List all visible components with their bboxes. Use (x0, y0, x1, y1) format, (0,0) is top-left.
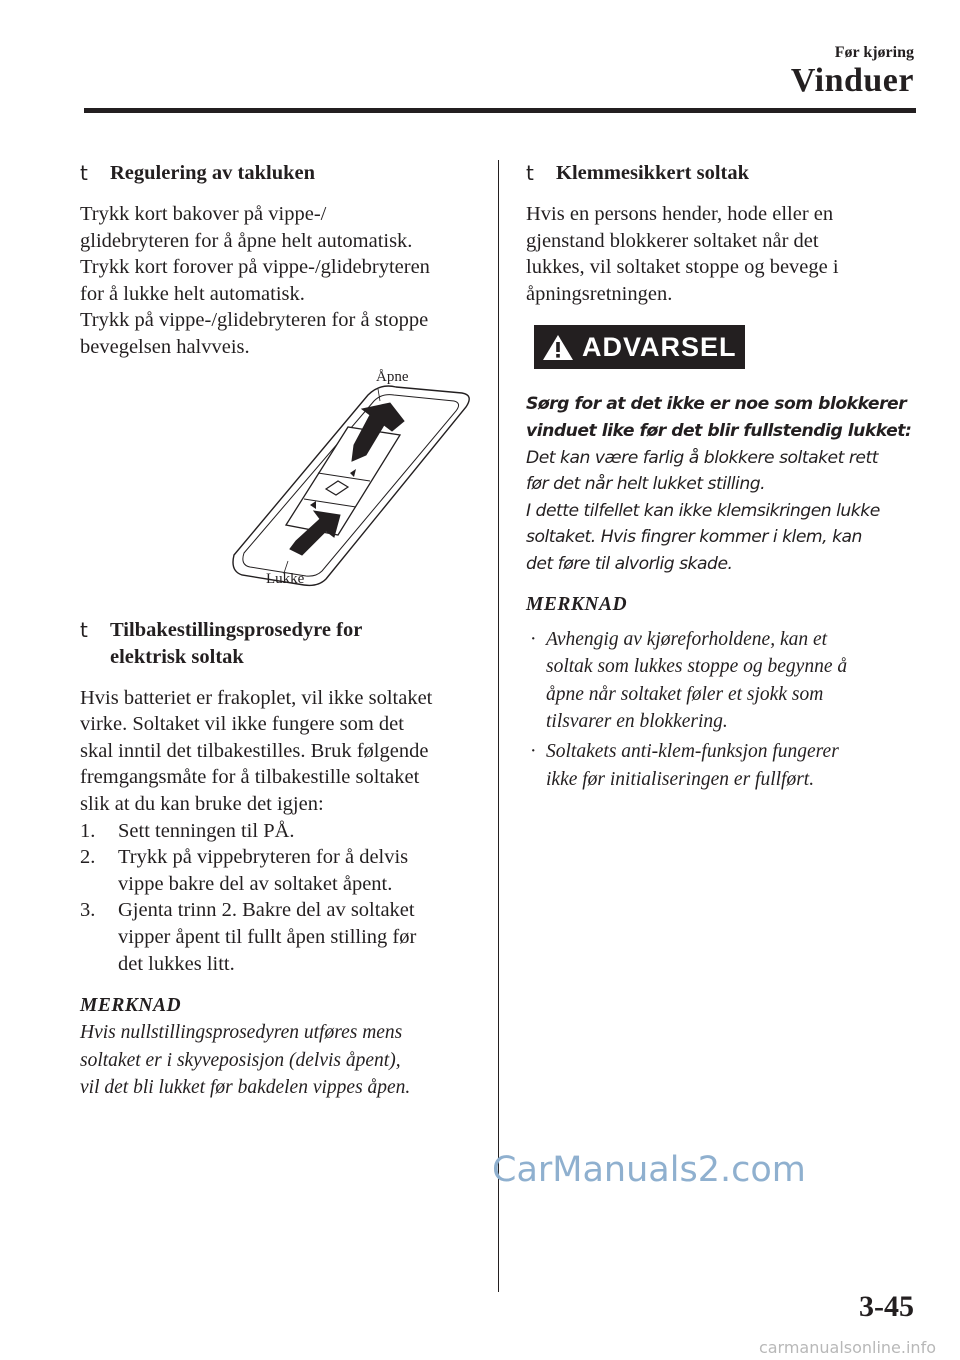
label-open: Åpne (376, 368, 409, 385)
text-line: Trykk på vippe-/glidebryteren for å stoppe (80, 309, 429, 332)
warning-line: Det kan være farlig å blokkere soltaket rett (526, 447, 878, 468)
warning-label: ADVARSEL (582, 331, 737, 362)
step-text: Gjenta trinn 2. Bakre del av soltaket (118, 899, 415, 922)
text-line: soltak som lukkes stoppe og begynne å (546, 656, 848, 678)
warning-badge (534, 325, 745, 369)
heading-text: Tilbakestillingsprosedyre for (110, 618, 363, 641)
section-heading-sunroof-control (80, 160, 480, 187)
bullet-dot: · (530, 740, 537, 762)
column-divider (498, 160, 499, 1292)
reset-steps-list (80, 818, 480, 978)
step-text: vippe bakre del av soltaket åpent. (118, 872, 393, 895)
warning-triangle-icon (542, 333, 574, 361)
pinch-protection-text (526, 201, 922, 307)
warning-line: det føre til alvorlig skade. (526, 553, 733, 574)
sunroof-control-text (80, 201, 480, 361)
step-item (80, 844, 480, 897)
section-heading-reset-procedure (80, 617, 480, 671)
text-line: skal inntil det tilbakestilles. Bruk følgende (80, 739, 429, 762)
section-heading-pinch-protection (526, 160, 922, 187)
text-line: Hvis en persons hender, hode eller en (526, 203, 834, 225)
watermark-text: CarManuals2.com (492, 1150, 806, 1190)
text-line: vil det bli lukket før bakdelen vippes åpen. (80, 1077, 411, 1099)
text-line: åpne når soltaket føler et sjokk som (546, 683, 824, 705)
text-line: bevegelsen halvveis. (80, 335, 250, 358)
note-item (526, 738, 922, 793)
note-label: MERKNAD (526, 593, 628, 615)
note-label: MERKNAD (80, 995, 182, 1017)
step-item (80, 818, 480, 845)
text-line: slik at du kan bruke det igjen: (80, 792, 324, 815)
step-item (80, 897, 480, 977)
reset-procedure-text (80, 685, 480, 818)
right-column (526, 160, 922, 795)
step-text: det lukkes litt. (118, 952, 235, 975)
warning-line-bold: vinduet like før det blir fullstendig lukket: (526, 420, 912, 441)
tilt-slide-switch-illustration (230, 365, 480, 595)
warning-line: før det når helt lukket stilling. (526, 474, 766, 495)
text-line: tilsvarer en blokkering. (546, 711, 728, 733)
text-line: for å lukke helt automatisk. (80, 282, 305, 305)
text-line: virke. Soltaket vil ikke fungere som det (80, 713, 404, 736)
step-number: 2. (80, 846, 96, 869)
text-line: Avhengig av kjøreforholdene, kan et (546, 628, 828, 650)
step-number: 3. (80, 899, 96, 922)
text-line: åpningsretningen. (526, 282, 673, 305)
heading-bullet: t (80, 161, 88, 185)
heading-text: Regulering av takluken (110, 162, 316, 184)
warning-text (526, 391, 922, 577)
header-rule (84, 108, 916, 113)
label-close: Lukke (266, 570, 305, 587)
text-line: Hvis nullstillingsprosedyren utføres mens (80, 1022, 403, 1044)
text-line: gjenstand blokkerer soltaket når det (526, 229, 819, 252)
text-line: soltaket er i skyveposisjon (delvis åpent), (80, 1049, 401, 1071)
warning-line: I dette tilfellet kan ikke klemsikringen lukke (526, 500, 880, 521)
text-line: Trykk kort bakover på vippe-/ (80, 203, 327, 225)
step-text: Sett tenningen til PÅ. (118, 819, 295, 842)
heading-bullet: t (526, 161, 534, 185)
text-line: fremgangsmåte for å tilbakestille soltaket (80, 766, 420, 789)
bullet-dot: · (530, 628, 537, 650)
warning-line-bold: Sørg for at det ikke er noe som blokkerer (526, 394, 907, 415)
note-text (80, 1019, 480, 1102)
text-line: Trykk kort forover på vippe-/glidebryteren (80, 256, 430, 279)
page-number: 3-45 (859, 1290, 914, 1323)
heading-bullet: t (80, 617, 88, 642)
warning-line: soltaket. Hvis fingrer kommer i klem, kan (526, 527, 862, 548)
page-title: Vinduer (790, 62, 914, 99)
note-item (526, 626, 922, 736)
heading-text: elektrisk soltak (110, 645, 244, 668)
step-number: 1. (80, 819, 96, 842)
note-list (526, 626, 922, 794)
switch-diagram (230, 365, 480, 595)
heading-text: Klemmesikkert soltak (556, 162, 750, 184)
step-text: vipper åpent til fullt åpen stilling før (118, 925, 417, 948)
step-text: Trykk på vippebryteren for å delvis (118, 846, 409, 869)
footer-site-link[interactable]: carmanualsonline.info (758, 1338, 936, 1357)
text-line: glidebryteren for å åpne helt automatisk. (80, 229, 413, 252)
section-label: Før kjøring (834, 44, 914, 61)
text-line: ikke før initialiseringen er fullført. (546, 768, 815, 790)
left-column (80, 160, 480, 1102)
text-line: Soltakets anti-klem-funksjon fungerer (546, 740, 839, 762)
text-line: lukkes, vil soltaket stoppe og bevege i (526, 256, 839, 279)
text-line: Hvis batteriet er frakoplet, vil ikke soltaket (80, 686, 433, 709)
